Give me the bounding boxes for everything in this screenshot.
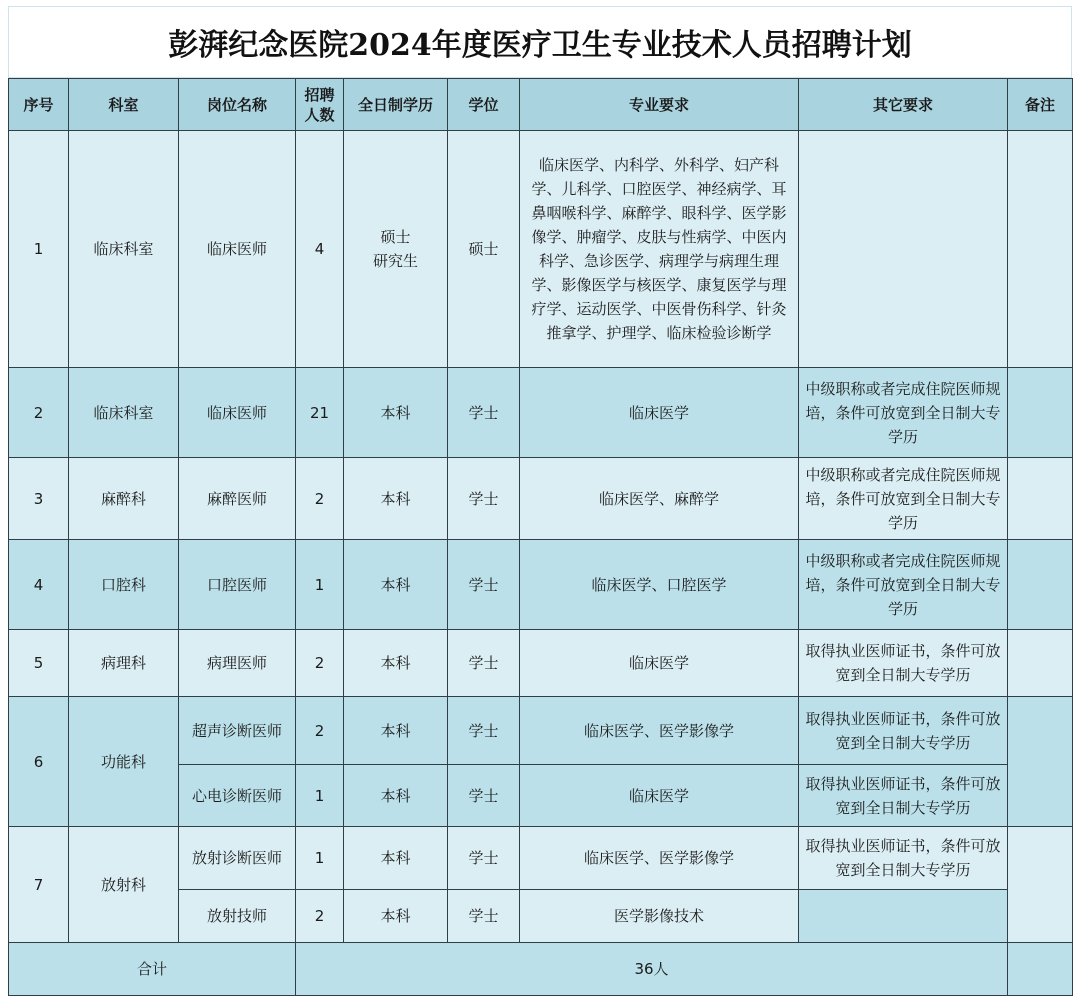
cell-count: 4 [296,131,344,368]
cell-dept: 病理科 [69,630,179,697]
cell-count: 2 [296,458,344,540]
cell-major: 临床医学、内科学、外科学、妇产科学、儿科学、口腔医学、神经病学、耳鼻咽喉科学、麻醉学、眼科学、医学影像学、肿瘤学、皮肤与性病学、中医内科学、急诊医学、病理学与病理生理学、影像医学与核医学、康复医学与理疗学、运动医学、中医骨伤科学、针灸推拿学、护理学、临床检验诊断学 [520,131,799,368]
cell-count: 1 [296,765,344,827]
total-label: 合计 [9,943,296,996]
cell-major: 临床医学、麻醉学 [520,458,799,540]
total-value: 36人 [296,943,1008,996]
cell-post: 放射技师 [179,890,296,943]
header-post: 岗位名称 [179,79,296,131]
cell-dept: 功能科 [69,697,179,827]
cell-other [799,890,1008,943]
cell-seq: 7 [9,827,69,943]
cell-degree: 学士 [448,765,520,827]
header-count-line2: 人数 [304,105,335,124]
cell-dept: 临床科室 [69,368,179,458]
cell-edu: 本科 [344,540,448,630]
cell-edu: 本科 [344,458,448,540]
cell-other [799,131,1008,368]
cell-post: 临床医师 [179,368,296,458]
cell-edu-line2: 研究生 [372,252,418,270]
cell-count: 1 [296,827,344,890]
header-count-line1: 招聘 [304,85,335,104]
cell-note [1008,368,1073,458]
cell-dept: 麻醉科 [69,458,179,540]
cell-post: 放射诊断医师 [179,827,296,890]
cell-degree: 学士 [448,368,520,458]
cell-edu: 本科 [344,697,448,765]
table-row [9,540,1073,630]
table-row [9,368,1073,458]
header-other: 其它要求 [799,79,1008,131]
cell-note [1008,630,1073,697]
header-note: 备注 [1008,79,1073,131]
recruitment-table [8,78,1073,996]
cell-dept: 放射科 [69,827,179,943]
cell-post: 超声诊断医师 [179,697,296,765]
cell-post: 病理医师 [179,630,296,697]
cell-other: 取得执业医师证书，条件可放宽到全日制大专学历 [799,630,1008,697]
cell-major: 医学影像技术 [520,890,799,943]
cell-other: 中级职称或者完成住院医师规培，条件可放宽到全日制大专学历 [799,458,1008,540]
cell-post: 口腔医师 [179,540,296,630]
cell-major: 临床医学 [520,765,799,827]
cell-dept: 临床科室 [69,131,179,368]
cell-major: 临床医学 [520,630,799,697]
cell-seq: 1 [9,131,69,368]
cell-seq: 6 [9,697,69,827]
header-edu: 全日制学历 [344,79,448,131]
total-row [9,943,1073,996]
cell-major: 临床医学、医学影像学 [520,827,799,890]
cell-degree: 学士 [448,697,520,765]
cell-post: 临床医师 [179,131,296,368]
table-row [9,827,1073,890]
cell-edu: 本科 [344,890,448,943]
cell-edu-line1: 硕士 [380,228,411,246]
cell-count: 2 [296,697,344,765]
header-dept: 科室 [69,79,179,131]
cell-seq: 3 [9,458,69,540]
header-degree: 学位 [448,79,520,131]
cell-note [1008,540,1073,630]
cell-seq: 2 [9,368,69,458]
cell-post: 麻醉医师 [179,458,296,540]
cell-other: 取得执业医师证书，条件可放宽到全日制大专学历 [799,697,1008,765]
cell-other: 中级职称或者完成住院医师规培，条件可放宽到全日制大专学历 [799,368,1008,458]
cell-seq: 4 [9,540,69,630]
header-major: 专业要求 [520,79,799,131]
cell-count: 2 [296,630,344,697]
cell-count: 2 [296,890,344,943]
cell-note [1008,827,1073,943]
cell-note [1008,458,1073,540]
cell-dept: 口腔科 [69,540,179,630]
cell-major: 临床医学 [520,368,799,458]
cell-degree: 学士 [448,540,520,630]
cell-other: 中级职称或者完成住院医师规培，条件可放宽到全日制大专学历 [799,540,1008,630]
cell-degree: 学士 [448,458,520,540]
cell-major: 临床医学、医学影像学 [520,697,799,765]
table-row [9,697,1073,765]
header-seq: 序号 [9,79,69,131]
cell-post: 心电诊断医师 [179,765,296,827]
cell-count: 21 [296,368,344,458]
cell-edu: 本科 [344,368,448,458]
cell-edu: 本科 [344,630,448,697]
table-row [9,131,1073,368]
table-row [9,630,1073,697]
cell-other: 取得执业医师证书，条件可放宽到全日制大专学历 [799,765,1008,827]
header-count [296,79,344,131]
cell-degree: 学士 [448,630,520,697]
total-note [1008,943,1073,996]
cell-other: 取得执业医师证书，条件可放宽到全日制大专学历 [799,827,1008,890]
page-title: 彭湃纪念医院2024年度医疗卫生专业技术人员招聘计划 [8,6,1072,78]
header-row [9,79,1073,131]
cell-degree: 学士 [448,890,520,943]
cell-edu [344,131,448,368]
cell-major: 临床医学、口腔医学 [520,540,799,630]
cell-seq: 5 [9,630,69,697]
cell-count: 1 [296,540,344,630]
cell-note [1008,131,1073,368]
cell-degree: 硕士 [448,131,520,368]
cell-degree: 学士 [448,827,520,890]
cell-edu: 本科 [344,827,448,890]
cell-note [1008,697,1073,827]
table-row [9,458,1073,540]
cell-edu: 本科 [344,765,448,827]
